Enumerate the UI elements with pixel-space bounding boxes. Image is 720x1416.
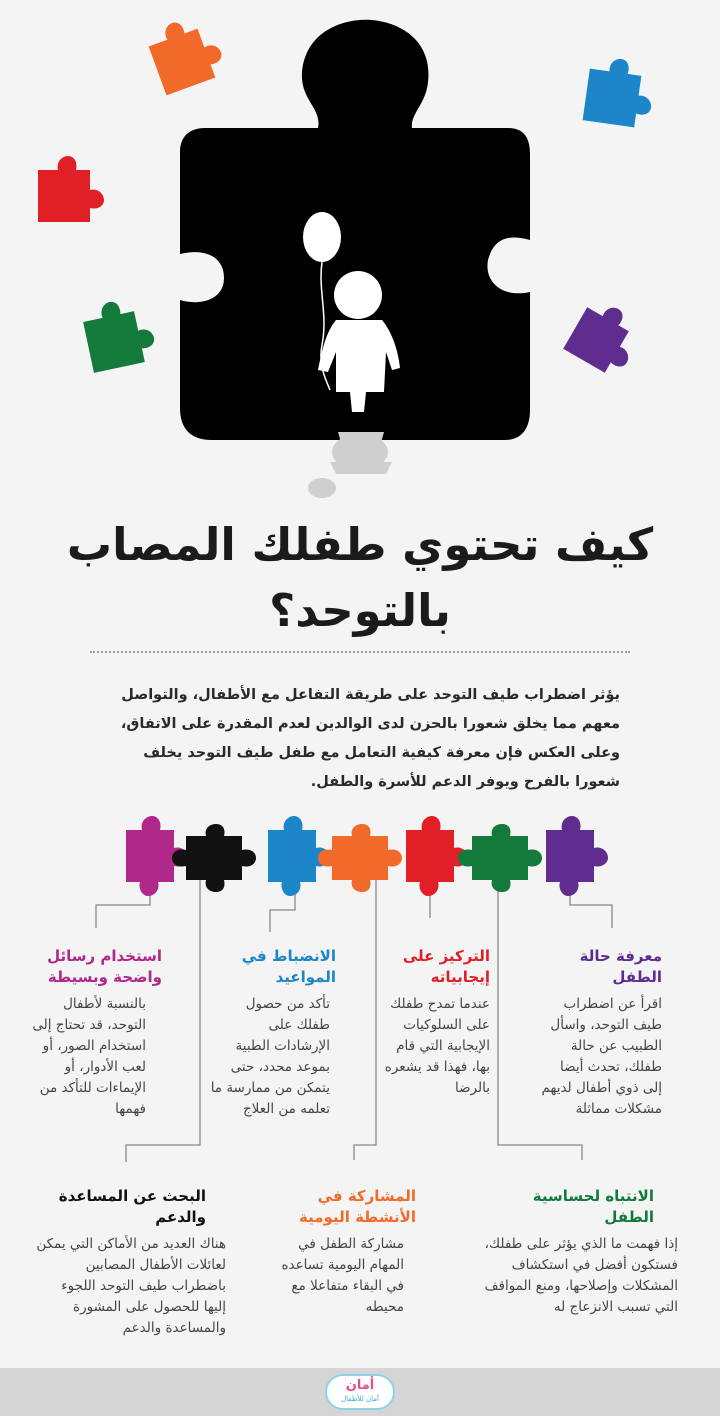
- tip-3-body: تأكد من حصول طفلك على الإرشادات الطبية بموعد محدد، حتى يتمكن من ممارسة ما تعلمه من العلاج: [210, 996, 330, 1117]
- child-reflection: [308, 432, 392, 498]
- tip-1-heading: معرفة حالة الطفل: [579, 947, 662, 986]
- intro-paragraph: يؤثر اضطراب طيف التوحد على طريقة التفاعل مع الأطفال، والتواصل معهم مما يخلق شعورا بالحزن لدى الوالدين لعدم المقدرة على الاتفاق، وعلى العكس فإن معرفة كيفية التعامل مع طفل طيف التوحد يخلف شعورا بالفرح ويوفر الدعم للأسرة والطفل.: [120, 687, 620, 790]
- title-divider: [90, 651, 630, 653]
- tip-5-heading: الانتباه لحساسية الطفل: [532, 1187, 654, 1226]
- green-puzzle-icon: [80, 295, 158, 373]
- blue-puzzle-icon: [583, 55, 658, 130]
- brand-logo: [325, 1374, 395, 1410]
- black-puzzle-icon: [172, 824, 256, 892]
- purple-puzzle-icon: [563, 295, 648, 380]
- page-title: كيف تحتوي طفلك المصاب بالتوحد؟: [66, 518, 654, 637]
- tip-6-body: مشاركة الطفل في المهام اليومية تساعده في البقاء متفاعلا مع محيطه: [281, 1236, 404, 1315]
- tip-7-heading: البحث عن المساعدة والدعم: [58, 1187, 206, 1226]
- logo-text: أمان: [345, 1378, 375, 1393]
- tip-2-body: عندما تمدح طفلك على السلوكيات الإيجابية التي قام بها، فهذا قد يشعره بالرضا: [384, 996, 490, 1096]
- tip-7-body: هناك العديد من الأماكن التي يمكن لعائلات الأطفال المصابين باضطراب طيف التوحد اللجوء إليها للحصول على المشورة والمساعدة والدعم: [36, 1236, 226, 1336]
- tip-3-heading: الانضباط في المواعيد: [241, 947, 336, 986]
- purple-chain-puzzle-icon: [546, 816, 608, 896]
- tip-6-heading: المشاركة في الأنشطة اليومية: [299, 1187, 416, 1226]
- connector-lines: [96, 880, 612, 1162]
- tip-2-heading: التركيز على إيجابياته: [402, 947, 490, 986]
- green-chain-puzzle-icon: [458, 824, 542, 892]
- tip-4-body: بالنسبة لأطفال التوحد، قد تحتاج إلى استخدام الصور، أو لعب الأدوار، أو الإيماءات للتأكد من فهمها: [32, 996, 146, 1117]
- orange-chain-puzzle-icon: [318, 824, 402, 892]
- red-puzzle-icon: [38, 156, 104, 222]
- tip-4-heading: استخدام رسائل واضحة وبسيطة: [47, 947, 162, 986]
- hero-illustration: [0, 0, 720, 500]
- logo-subtext: أمان للأطفال: [341, 1395, 379, 1403]
- tip-1-body: اقرأ عن اضطراب طيف التوحد، واسأل الطبيب عن حالة طفلك، تحدث أيضا إلى ذوي أطفال لديهم مشكلات مماثلة: [541, 996, 662, 1117]
- orange-puzzle-icon: [144, 11, 229, 96]
- balloon: [303, 212, 341, 262]
- tip-5-body: إذا فهمت ما الذي يؤثر على طفلك، فستكون أفضل في استكشاف المشكلات وإصلاحها، ومنع المواقف التي تسبب الانزعاج له: [484, 1236, 678, 1315]
